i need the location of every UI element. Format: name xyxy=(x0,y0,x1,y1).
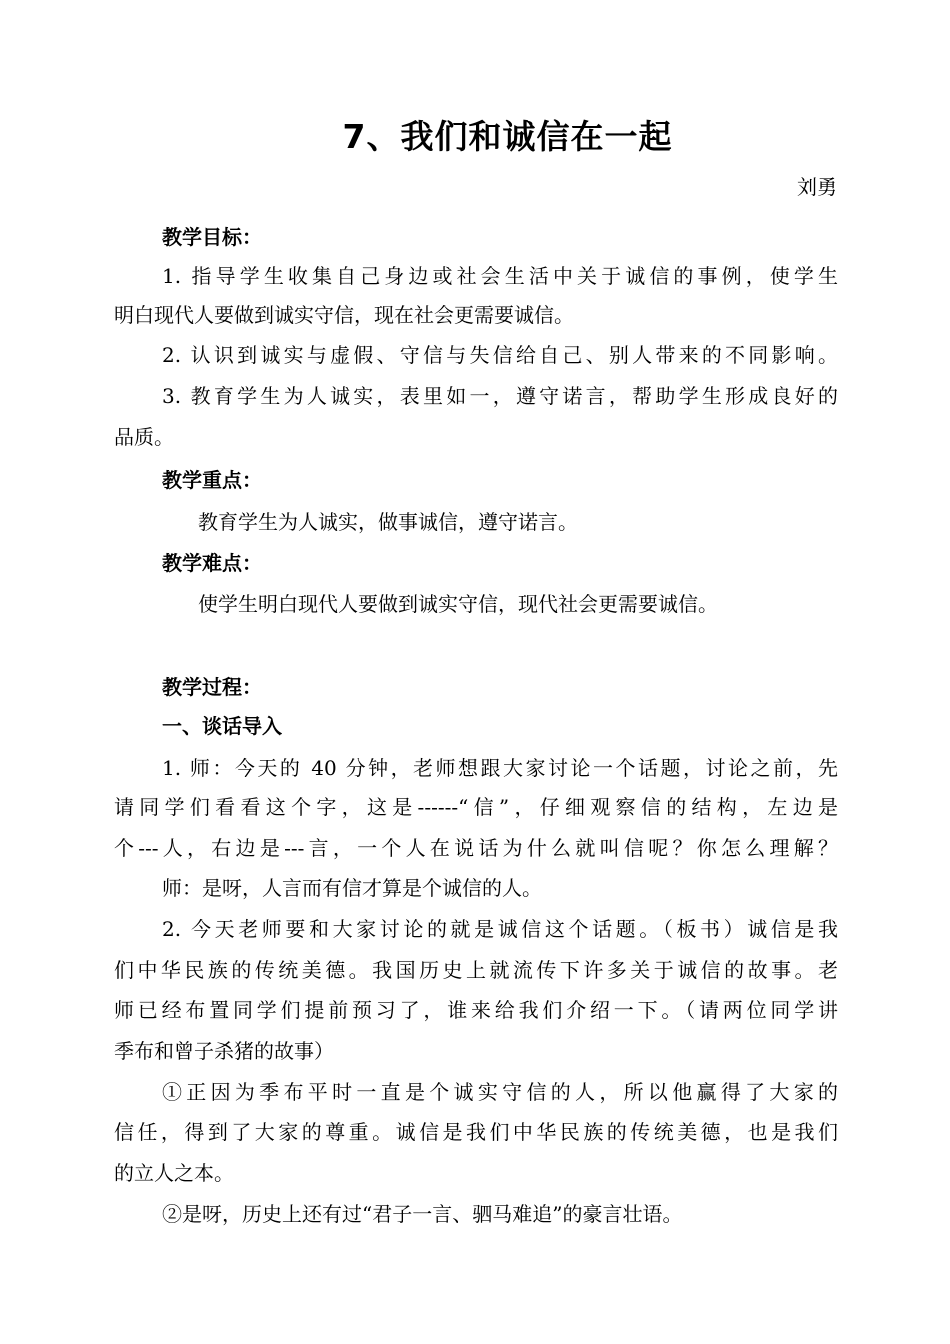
paragraph-1-line-2: 请同学们看看这个字，这是------“信”，仔细观察信的结构，左边是 xyxy=(114,795,838,819)
section-1-heading: 一、谈话导入 xyxy=(162,714,282,738)
document-title: 7、我们和诚信在一起 xyxy=(342,117,673,156)
objective-item-3-line-2: 品质。 xyxy=(114,425,174,449)
objective-item-1-line-2: 明白现代人要做到诚实守信，现在社会更需要诚信。 xyxy=(114,303,574,327)
paragraph-3-line-3: 师已经布置同学们提前预习了，谁来给我们介绍一下。（请两位同学讲 xyxy=(114,998,838,1022)
process-heading: 教学过程： xyxy=(162,675,262,699)
objective-item-3-line-1: 3. 教育学生为人诚实，表里如一，遵守诺言，帮助学生形成良好的 xyxy=(162,384,838,408)
paragraph-1-line-1: 1. 师：今天的 40 分钟，老师想跟大家讨论一个话题，讨论之前，先 xyxy=(162,756,838,780)
key-points-heading: 教学重点： xyxy=(162,468,262,492)
objective-item-1-line-1: 1. 指导学生收集自己身边或社会生活中关于诚信的事例，使学生 xyxy=(162,264,838,288)
paragraph-3-line-2: 们中华民族的传统美德。我国历史上就流传下许多关于诚信的故事。老 xyxy=(114,958,838,982)
author-name: 刘勇 xyxy=(797,175,837,199)
paragraph-4-line-1: ①正因为季布平时一直是个诚实守信的人，所以他赢得了大家的 xyxy=(162,1080,838,1104)
paragraph-3-line-1: 2. 今天老师要和大家讨论的就是诚信这个话题。（板书）诚信是我 xyxy=(162,917,838,941)
objectives-heading: 教学目标： xyxy=(162,225,262,249)
paragraph-4-line-3: 的立人之本。 xyxy=(114,1161,234,1185)
difficulties-text: 使学生明白现代人要做到诚实守信，现代社会更需要诚信。 xyxy=(198,592,718,616)
key-points-text: 教育学生为人诚实，做事诚信，遵守诺言。 xyxy=(198,510,578,534)
paragraph-5-line-1: ②是呀，历史上还有过“君子一言、驷马难追”的豪言壮语。 xyxy=(162,1202,683,1226)
paragraph-4-line-2: 信任，得到了大家的尊重。诚信是我们中华民族的传统美德，也是我们 xyxy=(114,1120,838,1144)
paragraph-2-line-1: 师：是呀，人言而有信才算是个诚信的人。 xyxy=(162,876,542,900)
paragraph-1-line-3: 个---人，右边是---言，一个人在说话为什么就叫信呢？你怎么理解？ xyxy=(114,836,838,860)
objective-item-2-line-1: 2. 认识到诚实与虚假、守信与失信给自己、别人带来的不同影响。 xyxy=(162,343,838,367)
paragraph-3-line-4: 季布和曾子杀猪的故事） xyxy=(114,1039,334,1063)
difficulties-heading: 教学难点： xyxy=(162,551,262,575)
